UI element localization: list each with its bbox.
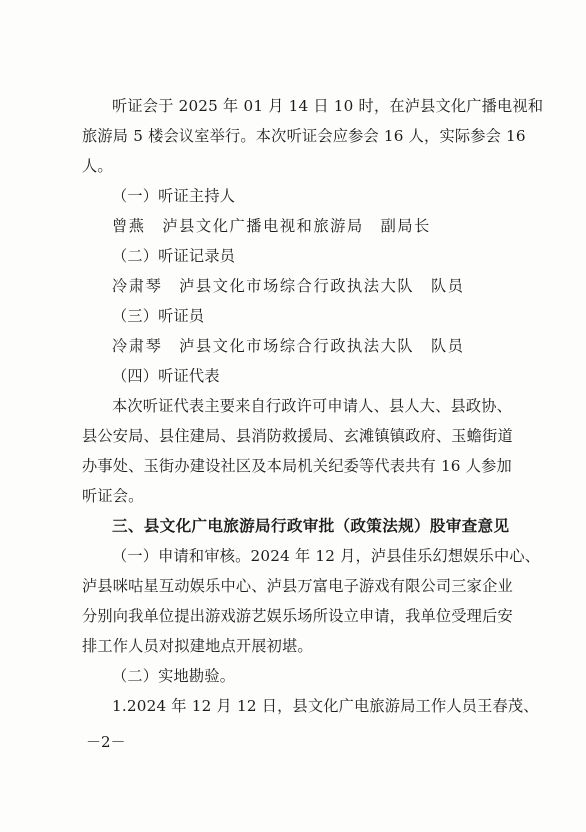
paragraph-line: 曾燕 泸县文化广播电视和旅游局 副局长 [112, 217, 431, 235]
paragraph-line: 听证会于 2025 年 01 月 14 日 10 时，在泸县文化广播电视和 [112, 97, 544, 115]
paragraph-line: 本次听证代表主要来自行政许可申请人、县人大、县政协、 [112, 397, 513, 415]
paragraph-line: （一）申请和审核。2024 年 12 月，泸县佳乐幻想娱乐中心、 [112, 547, 541, 565]
section-subtitle: （一）听证主持人 [112, 187, 236, 205]
section-heading: 三、县文化广电旅游局行政审批（政策法规）股审查意见 [112, 516, 510, 535]
section-subtitle: （四）听证代表 [112, 367, 220, 385]
section-subtitle: （二）听证记录员 [112, 247, 236, 265]
paragraph-line: 人。 [82, 157, 113, 175]
paragraph-line: 旅游局 5 楼会议室举行。本次听证会应参会 16 人，实际参会 16 [82, 127, 526, 145]
section-subtitle: （三）听证员 [112, 307, 205, 325]
paragraph-line: 冷肃琴 泸县文化市场综合行政执法大队 队员 [112, 277, 465, 295]
page-number: －2－ [86, 733, 126, 751]
paragraph-line: 1.2024 年 12 月 12 日，县文化广电旅游局工作人员王春茂、 [112, 697, 539, 715]
paragraph-line: 分别向我单位提出游戏游艺娱乐场所设立申请，我单位受理后安 [82, 607, 513, 625]
paragraph-line: 冷肃琴 泸县文化市场综合行政执法大队 队员 [112, 337, 465, 355]
paragraph-line: 排工作人员对拟建地点开展初堪。 [82, 637, 313, 655]
paragraph-line: 办事处、玉街办建设社区及本局机关纪委等代表共有 16 人参加 [82, 457, 512, 475]
section-subtitle: （二）实地勘验。 [112, 667, 236, 685]
paragraph-line: 县公安局、县住建局、县消防救援局、玄滩镇镇政府、玉蟾街道 [82, 427, 513, 445]
paragraph-line: 泸县咪咕星互动娱乐中心、泸县万富电子游戏有限公司三家企业 [82, 577, 513, 595]
paragraph-line: 听证会。 [82, 487, 144, 505]
